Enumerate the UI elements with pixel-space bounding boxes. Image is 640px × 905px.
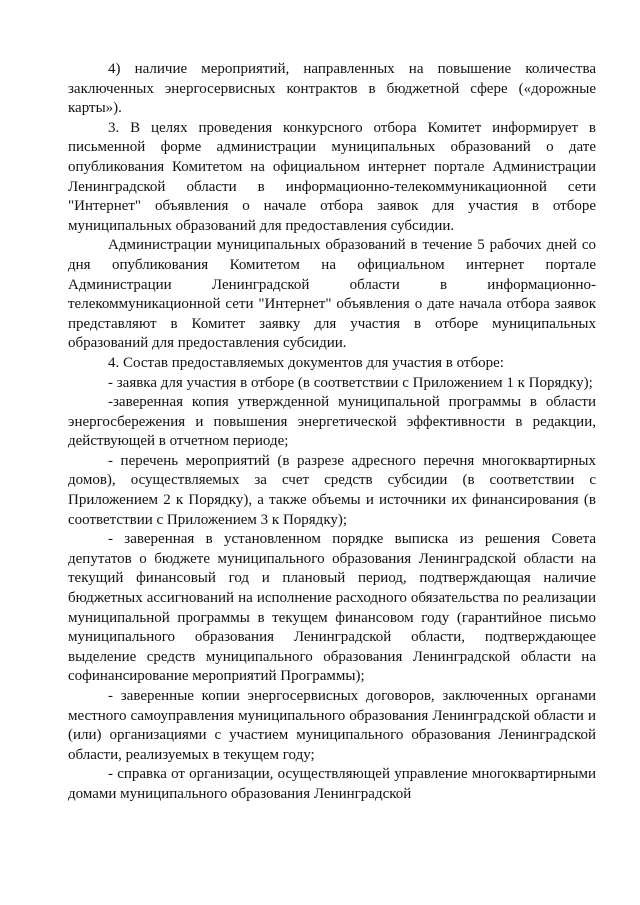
list-item-budget-extract: - заверенная в установленном порядке выписка из решения Совета депутатов о бюджете муниципального образования Ленинградской области на текущий финансовый год и плановый период, подтверждающая наличие бюджетных ассигнований на исполнение расходного обязательства по реализации муниципальной программы в текущем финансовом году (гарантийное письмо муниципального образования Ленинградской области, подтверждающее выделение средств муниципального образования Ленинградской области на софинансирование мероприятий Программы); [68,531,596,685]
list-item-energy-service-contracts: - заверенные копии энергосервисных договоров, заключенных органами местного самоуправления муниципального образования Ленинградской области и (или) организациями с участием муниципального образования Ленинградской области, реализуемых в текущем году; [68,688,596,763]
paragraph-section-3-competitive-selection: 3. В целях проведения конкурсного отбора Комитет информирует в письменной форме администрации муниципальных образований о дате опубликования Комитетом на официальном интернет портале Администрации Ленинградской области в информационно-телекоммуникационной сети "Интернет" объявления о начале отбора заявок для участия в отборе муниципальных образований для предоставления субсидии. [68,119,596,234]
list-item-application: - заявка для участия в отборе (в соответствии с Приложением 1 к Порядку); [108,374,593,391]
list-item-activities-list: - перечень мероприятий (в разрезе адресного перечня многоквартирных домов), осуществляемых за счет средств субсидии (в соответствии с Приложением 2 к Порядку), а также объемы и источники их финансирования (в соответствии с Приложением 3 к Порядку); [68,452,596,528]
paragraph-municipal-administrations: Администрации муниципальных образований в течение 5 рабочих дней со дня опубликования Комитетом на официальном интернет портале Администрации Ленинградской области в информационно-телекоммуникационной сети "Интернет" объявления о дате начала отбора заявок представляют в Комитет заявку для участия в отборе муниципальных образований для предоставления субсидии. [68,237,596,352]
paragraph-item-4-roadmaps: 4) наличие мероприятий, направленных на повышение количества заключенных энергосервисных контрактов в бюджетной сфере («дорожные карты»). [68,61,596,117]
paragraph-section-4-documents: 4. Состав предоставляемых документов для участия в отборе: [108,354,504,371]
list-item-management-certificate: - справка от организации, осуществляющей управление многоквартирными домами муниципального образования Ленинградской [68,766,596,802]
list-item-program-copy: -заверенная копия утвержденной муниципальной программы в области энергосбережения и повышения энергетической эффективности в редакции, действующей в отчетном периоде; [68,394,596,450]
